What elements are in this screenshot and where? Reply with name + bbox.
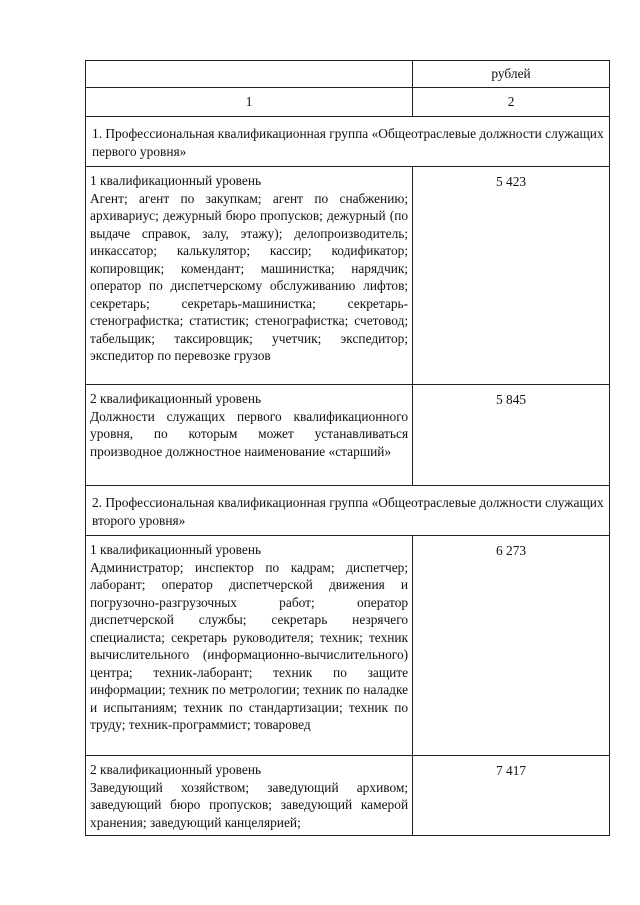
unit-row <box>86 61 610 88</box>
level-positions: Агент; агент по закупкам; агент по снабжению; архивариус; дежурный бюро пропусков; дежурный (по выдаче справок, залу, этажу); делопроизводитель; инкассатор; калькулятор; кассир; кодификатор; копировщик; комендант; машинистка; нарядчик; оператор по диспетчерскому обслуживанию лифтов; секретарь; секретарь-машинистка; секретарь-стенографистка; статистик; стенографистка; счетовод; табельщик; таксировщик; учетчик; экспедитор; экспедитор по перевозке грузов <box>90 190 409 363</box>
level-salary: 5 845 <box>413 385 610 486</box>
level-description <box>86 536 413 756</box>
level-title: 2 квалификационный уровень <box>90 762 262 777</box>
group-header-row <box>86 117 610 167</box>
level-title: 1 квалификационный уровень <box>90 542 262 557</box>
column-number-row <box>86 88 610 117</box>
level-row <box>86 385 610 486</box>
level-positions: Должности служащих первого квалификационного уровня, по которым может устанавливаться производное должностное наименование «старший» <box>90 408 409 459</box>
level-row <box>86 167 610 385</box>
level-row <box>86 756 610 836</box>
level-title: 1 квалификационный уровень <box>90 173 262 188</box>
level-salary: 7 417 <box>413 756 610 836</box>
group-title: 1. Профессиональная квалификационная группа «Общеотраслевые должности служащих первого уровня» <box>86 117 610 167</box>
level-description <box>86 756 413 836</box>
level-row <box>86 536 610 756</box>
level-positions: Заведующий хозяйством; заведующий архивом; заведующий бюро пропусков; заведующий камерой хранения; заведующий канцелярией; <box>90 779 409 830</box>
level-description <box>86 167 413 385</box>
level-salary: 5 423 <box>413 167 610 385</box>
unit-label: рублей <box>413 61 610 88</box>
level-title: 2 квалификационный уровень <box>90 391 262 406</box>
group-title: 2. Профессиональная квалификационная группа «Общеотраслевые должности служащих второго уровня» <box>86 486 610 536</box>
level-positions: Администратор; инспектор по кадрам; диспетчер; лаборант; оператор диспетчерской движения и погрузочно-разгрузочных работ; оператор диспетчерской службы; секретарь незрячего специалиста; секретарь руководителя; техник; техник вычислительного (информационно-вычислительного) центра; техник-лаборант; техник по защите информации; техник по метрологии; техник по наладке и испытаниям; техник по стандартизации; техник по труду; техник-программист; товаровед <box>90 559 409 732</box>
unit-empty-cell <box>86 61 413 88</box>
level-salary: 6 273 <box>413 536 610 756</box>
column-number-2: 2 <box>413 88 610 117</box>
level-description <box>86 385 413 486</box>
column-number-1: 1 <box>86 88 413 117</box>
salary-table <box>85 60 610 836</box>
group-header-row <box>86 486 610 536</box>
